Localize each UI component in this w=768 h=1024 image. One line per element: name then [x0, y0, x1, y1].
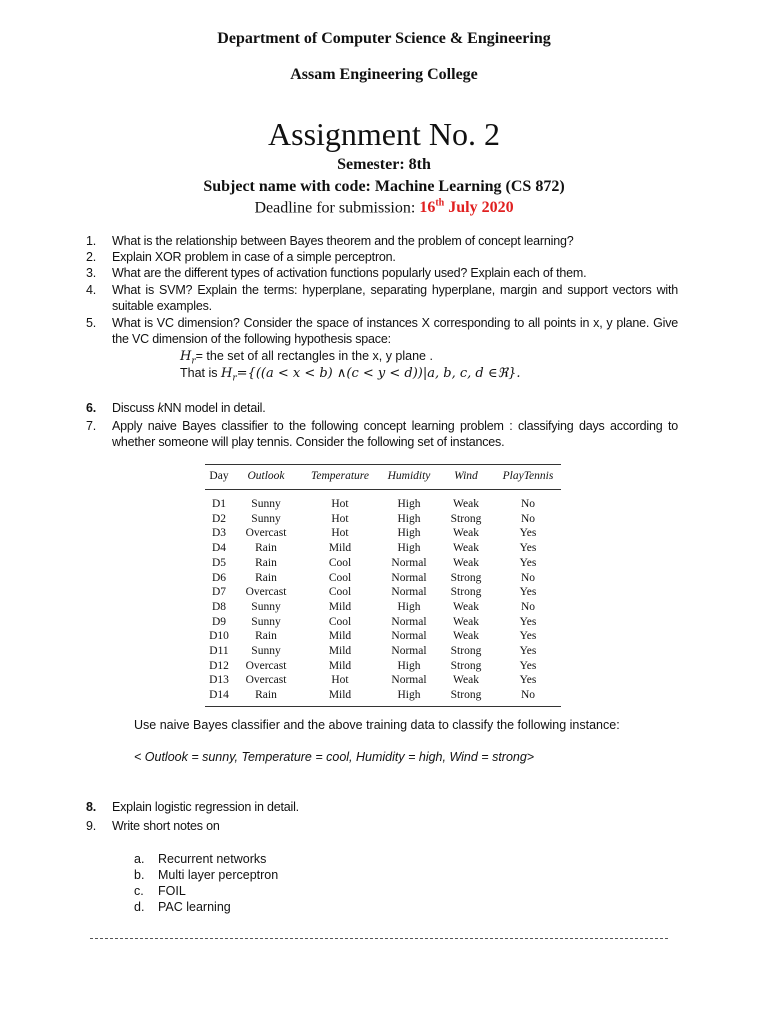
- table-cell: No: [520, 571, 536, 584]
- table-cell: Normal: [391, 630, 427, 643]
- table-row: [205, 645, 561, 659]
- table-cell: Sunny: [251, 600, 281, 613]
- hypothesis-text: = the set of all rectangles in the x, y plane .: [195, 349, 433, 363]
- hr-symbol: H: [221, 366, 233, 381]
- table-cell: D1: [211, 498, 227, 510]
- table-cell: Rain: [255, 556, 277, 569]
- table-cell: High: [397, 659, 421, 672]
- assignment-title: Assignment No. 2: [268, 116, 500, 152]
- formula-prefix: That is: [180, 366, 218, 380]
- note-letter: c.: [134, 884, 144, 898]
- table-cell: Strong: [450, 586, 482, 599]
- table-cell: Mild: [328, 659, 352, 672]
- table-cell: Yes: [519, 615, 537, 628]
- question-text: Explain XOR problem in case of a simple perceptron.: [112, 250, 396, 264]
- q7-instruction: Use naive Bayes classifier and the above training data to classify the following instance:: [134, 718, 620, 732]
- table-cell: Weak: [453, 630, 479, 643]
- table-cell: High: [397, 512, 421, 525]
- note-text: FOIL: [158, 884, 186, 898]
- table-cell: Weak: [453, 674, 479, 687]
- table-cell: Hot: [331, 498, 349, 510]
- question-number: 3.: [86, 266, 97, 280]
- table-cell: Overcast: [245, 527, 287, 540]
- question-number: 4.: [86, 283, 97, 297]
- question-text: What is SVM? Explain the terms: hyperplane, separating hyperplane, margin and support vectors with suitable examples.: [112, 283, 678, 313]
- question-text-pre: Discuss: [112, 401, 158, 415]
- question-number: 2.: [86, 250, 97, 264]
- question-text-post: NN model in detail.: [163, 401, 266, 415]
- table-cell: High: [397, 498, 421, 510]
- table-header-cell: Outlook: [247, 470, 285, 482]
- table-cell: Cool: [328, 556, 352, 569]
- table-cell: D3: [211, 527, 227, 540]
- hr-subscript: r: [191, 356, 196, 367]
- table-cell: Cool: [328, 615, 352, 628]
- table-row: [205, 542, 561, 556]
- table-cell: D4: [211, 542, 227, 555]
- note-letter: b.: [134, 868, 145, 882]
- table-cell: Strong: [450, 689, 482, 702]
- table-cell: Strong: [450, 659, 482, 672]
- table-row: [205, 601, 561, 615]
- table-row: [205, 557, 561, 571]
- table-cell: No: [520, 512, 536, 525]
- table-cell: D13: [209, 674, 229, 687]
- table-row: [205, 660, 561, 674]
- table-row: [205, 572, 561, 586]
- subject-line: [0, 178, 768, 196]
- table-cell: Yes: [519, 674, 537, 687]
- table-row: [205, 513, 561, 527]
- table-cell: Yes: [519, 586, 537, 599]
- table-cell: Strong: [450, 571, 482, 584]
- deadline-sup: th: [435, 198, 445, 209]
- table-cell: Weak: [453, 600, 479, 613]
- table-header-cell: Temperature: [311, 470, 369, 482]
- table-cell: Hot: [331, 512, 349, 525]
- table-row: [205, 630, 561, 644]
- table-cell: D7: [211, 586, 227, 599]
- table-cell: Overcast: [245, 659, 287, 672]
- table-cell: Mild: [328, 689, 352, 702]
- table-cell: Sunny: [251, 512, 281, 525]
- subject-label: Subject name with code:: [203, 178, 371, 195]
- table-cell: Hot: [331, 674, 349, 687]
- table-rule: [205, 706, 561, 707]
- table-cell: D14: [209, 689, 229, 702]
- table-cell: Rain: [255, 542, 277, 555]
- note-letter: a.: [134, 852, 145, 866]
- table-cell: Strong: [450, 512, 482, 525]
- table-cell: Cool: [328, 586, 352, 599]
- hypothesis-formula: [180, 366, 520, 384]
- table-cell: Mild: [328, 645, 352, 657]
- table-cell: Mild: [328, 630, 352, 643]
- table-cell: D11: [209, 645, 229, 657]
- table-header-cell: PlayTennis: [502, 470, 554, 482]
- table-row: [205, 689, 561, 703]
- separator-line: [90, 938, 668, 939]
- question-number: 5.: [86, 316, 97, 330]
- table-cell: Rain: [255, 571, 277, 584]
- deadline-label: Deadline for submission:: [254, 199, 416, 217]
- deadline-date: [419, 199, 513, 216]
- table-cell: Rain: [255, 630, 277, 643]
- q7-instance: < Outlook = sunny, Temperature = cool, Humidity = high, Wind = strong>: [134, 750, 535, 764]
- table-cell: Normal: [391, 615, 427, 628]
- table-row: [205, 498, 561, 512]
- question-number: 1.: [86, 234, 97, 248]
- table-cell: Strong: [450, 645, 482, 657]
- deadline-line: [0, 198, 768, 217]
- semester-line: Semester: 8th: [337, 156, 431, 173]
- table-cell: D9: [211, 615, 227, 628]
- hr-subscript: r: [232, 373, 237, 384]
- table-rule: [205, 464, 561, 465]
- question-text: What are the different types of activation functions popularly used? Explain each of them.: [112, 266, 587, 280]
- table-cell: D10: [209, 630, 229, 643]
- table-cell: Mild: [328, 542, 352, 555]
- table-cell: High: [397, 527, 421, 540]
- table-header-cell: Humidity: [387, 470, 431, 482]
- table-cell: D6: [211, 571, 227, 584]
- table-cell: Weak: [453, 527, 479, 540]
- table-header-cell: Wind: [454, 470, 478, 482]
- question-text: [112, 400, 678, 416]
- table-cell: Hot: [331, 527, 349, 540]
- table-row: [205, 674, 561, 688]
- table-cell: Mild: [328, 600, 352, 613]
- note-letter: d.: [134, 900, 145, 914]
- table-cell: Normal: [391, 645, 427, 657]
- question-text: Explain logistic regression in detail.: [112, 800, 299, 814]
- table-header-row: [205, 470, 561, 484]
- table-cell: Cool: [328, 571, 352, 584]
- question-number: 8.: [86, 800, 97, 814]
- table-row: [205, 527, 561, 541]
- table-cell: Sunny: [251, 498, 281, 510]
- table-cell: Yes: [519, 527, 537, 540]
- hypothesis-definition: [180, 349, 433, 367]
- table-cell: Normal: [391, 556, 427, 569]
- table-cell: D8: [211, 600, 227, 613]
- table-cell: D12: [209, 659, 229, 672]
- formula-body: ={((a < x < b) ∧(c < y < d))|a, b, c, d ∈ℜ}.: [236, 366, 521, 381]
- note-text: Recurrent networks: [158, 852, 267, 866]
- college-heading: Assam Engineering College: [290, 66, 478, 83]
- table-cell: Normal: [391, 571, 427, 584]
- note-text: Multi layer perceptron: [158, 868, 279, 882]
- question-number: 7.: [86, 419, 97, 433]
- question-text: What is the relationship between Bayes theorem and the problem of concept learning?: [112, 234, 574, 248]
- table-cell: Overcast: [245, 586, 287, 599]
- question-text: Write short notes on: [112, 819, 220, 833]
- table-cell: Normal: [391, 674, 427, 687]
- table-cell: Rain: [255, 689, 277, 702]
- table-cell: No: [520, 689, 536, 702]
- table-cell: D2: [211, 512, 227, 525]
- table-cell: High: [397, 542, 421, 555]
- table-cell: Sunny: [251, 615, 281, 628]
- table-cell: D5: [211, 556, 227, 569]
- table-cell: High: [397, 600, 421, 613]
- question-number: 6.: [86, 401, 97, 415]
- table-cell: Weak: [453, 498, 479, 510]
- table-cell: Yes: [519, 645, 537, 657]
- table-cell: Normal: [391, 586, 427, 599]
- question-text-k: k: [157, 401, 164, 415]
- table-header-cell: Day: [209, 470, 229, 482]
- table-cell: No: [520, 600, 536, 613]
- table-cell: Yes: [519, 630, 537, 643]
- table-cell: High: [397, 689, 421, 702]
- deadline-month-year: July 2020: [448, 199, 514, 217]
- note-text: PAC learning: [158, 900, 231, 914]
- question-number: 9.: [86, 819, 97, 833]
- question-text: Apply naive Bayes classifier to the following concept learning problem : classifying days according to whether someone will play tennis. Consider the following set of instances.: [112, 419, 678, 449]
- hr-symbol: H: [180, 349, 192, 364]
- table-row: [205, 586, 561, 600]
- table-cell: Weak: [453, 556, 479, 569]
- table-cell: Yes: [519, 542, 537, 555]
- deadline-day: 16: [419, 199, 436, 217]
- table-cell: Yes: [519, 556, 537, 569]
- table-rule: [205, 489, 561, 490]
- table-cell: Overcast: [245, 674, 287, 687]
- question-text: What is VC dimension? Consider the space of instances X corresponding to all points in x, y plane. Give the VC dimension of the following hypothesis space:: [112, 316, 678, 346]
- table-cell: Yes: [519, 659, 537, 672]
- subject-name: Machine Learning (CS 872): [374, 178, 565, 195]
- table-cell: Weak: [453, 542, 479, 555]
- table-cell: No: [520, 498, 536, 510]
- table-cell: Sunny: [251, 645, 281, 657]
- department-heading: Department of Computer Science & Engineering: [217, 30, 551, 47]
- table-cell: Weak: [453, 615, 479, 628]
- table-row: [205, 616, 561, 630]
